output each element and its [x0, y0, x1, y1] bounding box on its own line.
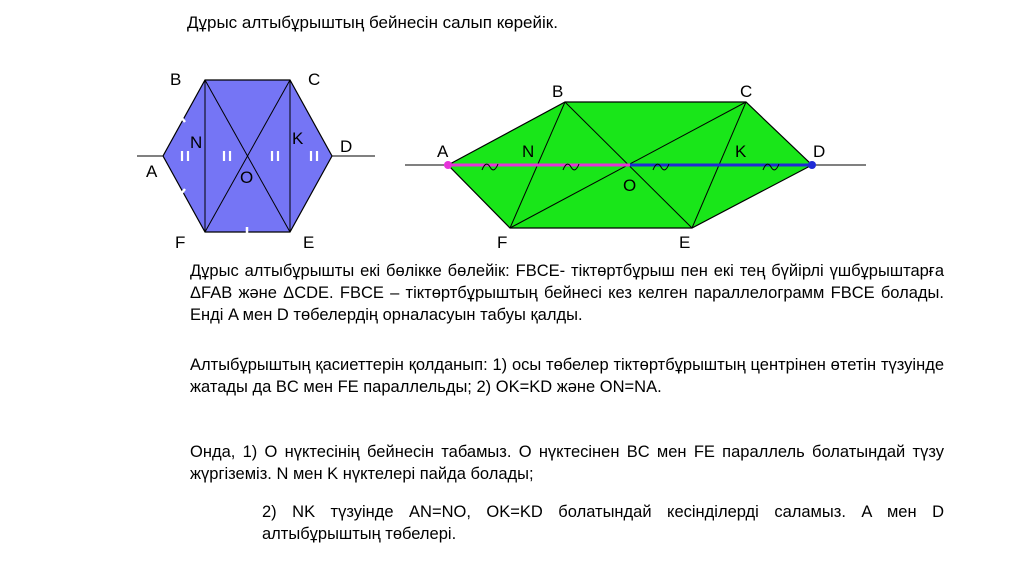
label-B-left: B [170, 70, 182, 89]
label-D-left: D [340, 137, 353, 156]
label-A-left: A [146, 162, 158, 181]
regular-hexagon-figure [137, 70, 375, 250]
label-C-right: C [740, 82, 753, 101]
label-F-right: F [497, 233, 508, 250]
label-D-right: D [813, 142, 826, 161]
slide-title: Дұрыс алтыбұрыштың бейнесін салып көрейік. [187, 13, 558, 32]
label-B-right: B [552, 82, 564, 101]
label-F-left: F [175, 233, 186, 250]
label-E-right: E [679, 233, 691, 250]
hexagon-figures [0, 0, 1024, 250]
label-N-left: N [190, 133, 203, 152]
label-K-left: K [292, 129, 304, 148]
label-A-right: A [437, 142, 449, 161]
paragraph-step-1: Онда, 1) O нүктесінің бейнесін табамыз. O нүктесінен BC мен FE параллель болатындай түзу жүргіземіз. N мен K нүктелері пайда болады; [190, 443, 944, 483]
label-O-left: O [240, 168, 254, 187]
label-N-right: N [522, 142, 535, 161]
paragraph-properties: Алтыбұрыштың қасиеттерін қолданып: 1) осы төбелер тіктөртбұрыштың центрінен өтетін түзуінде жатады да BC мен FE параллельды; 2) OK=KD және ON=NA. [190, 356, 944, 396]
point-A [444, 161, 452, 169]
label-E-left: E [303, 233, 315, 250]
paragraph-division: Дұрыс алтыбұрышты екі бөлікке бөлейік: FBCE- тіктөртбұрыш пен екі тең бүйірлі үшбұрыштарға ΔFAB және ΔCDE. FBCE – тіктөртбұрыштың бейнесі кез келген параллелограмм FBCE болады. Енді A мен D төбелердің орналасуын табуы қалды. [190, 262, 944, 324]
point-D [808, 161, 816, 169]
label-C-left: C [308, 70, 321, 89]
projected-hexagon-figure [405, 82, 866, 250]
label-O-right: O [623, 176, 637, 195]
label-K-right: K [735, 142, 747, 161]
paragraph-step-2: 2) NK түзуінде AN=NO, OK=KD болатындай кесінділерді саламыз. A мен D алтыбұрыштың төбелері. [262, 503, 944, 543]
